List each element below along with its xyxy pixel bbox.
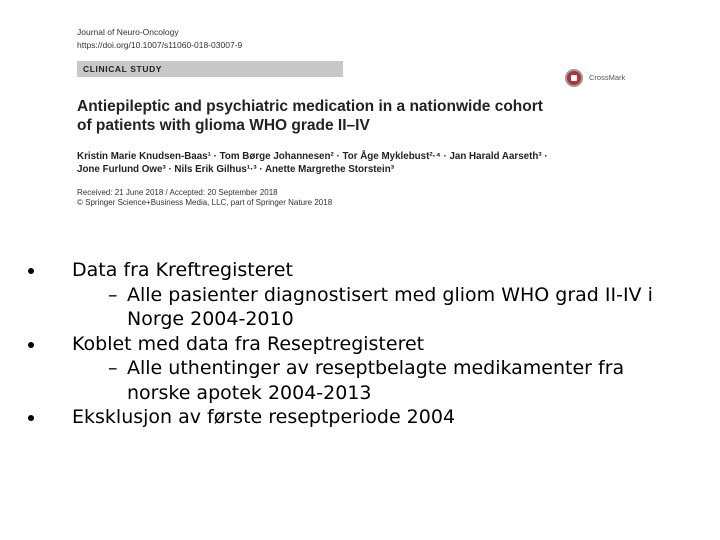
bullet-icon bbox=[28, 342, 34, 348]
sub-bullet-text-continued: norske apotek 2004-2013 bbox=[127, 381, 372, 404]
article-authors bbox=[77, 150, 577, 176]
dash-icon: – bbox=[108, 357, 118, 379]
crossmark-icon bbox=[565, 69, 583, 87]
copyright-line: © Springer Science+Business Media, LLC, part of Springer Nature 2018 bbox=[77, 198, 333, 207]
bullet-text: Eksklusjon av første reseptperiode 2004 bbox=[72, 406, 456, 428]
bullet-icon bbox=[28, 268, 34, 274]
article-header-image bbox=[70, 22, 660, 212]
dash-icon: – bbox=[108, 283, 118, 306]
sub-bullet-text-continued: Norge 2004-2010 bbox=[127, 308, 294, 330]
article-title-line: Antiepileptic and psychiatric medication in a nationwide cohort bbox=[77, 98, 543, 115]
section-label: CLINICAL STUDY bbox=[83, 64, 163, 74]
bullet-icon bbox=[28, 415, 34, 421]
crossmark-label: CrossMark bbox=[589, 73, 626, 82]
article-title bbox=[77, 97, 557, 135]
sub-bullet-text: Alle pasienter diagnostisert med gliom WHO grad II-IV i bbox=[127, 283, 653, 306]
authors-line: Kristin Marie Knudsen-Baas¹ · Tom Børge Johannesen² · Tor Åge Myklebust²·⁴ · Jan Harald Aarseth³ · bbox=[77, 151, 548, 162]
section-banner bbox=[77, 61, 343, 77]
sub-bullet-text: Alle uthentinger av reseptbelagte medikamenter fra bbox=[127, 357, 625, 379]
bullet-text: Data fra Kreftregisteret bbox=[72, 259, 293, 281]
article-dates bbox=[77, 188, 332, 208]
bullet-text: Koblet med data fra Reseptregisteret bbox=[72, 332, 425, 355]
article-title-line: of patients with glioma WHO grade II–IV bbox=[77, 117, 370, 134]
doi-link: https://doi.org/10.1007/s11060-018-03007-9 bbox=[77, 40, 243, 50]
dates-line: Received: 21 June 2018 / Accepted: 20 September 2018 bbox=[77, 188, 278, 197]
authors-line: Jone Furlund Owe³ · Nils Erik Gilhus¹·³ · Anette Margrethe Storstein³ bbox=[77, 164, 394, 175]
crossmark-logo bbox=[565, 69, 645, 93]
journal-name: Journal of Neuro-Oncology bbox=[77, 27, 179, 37]
